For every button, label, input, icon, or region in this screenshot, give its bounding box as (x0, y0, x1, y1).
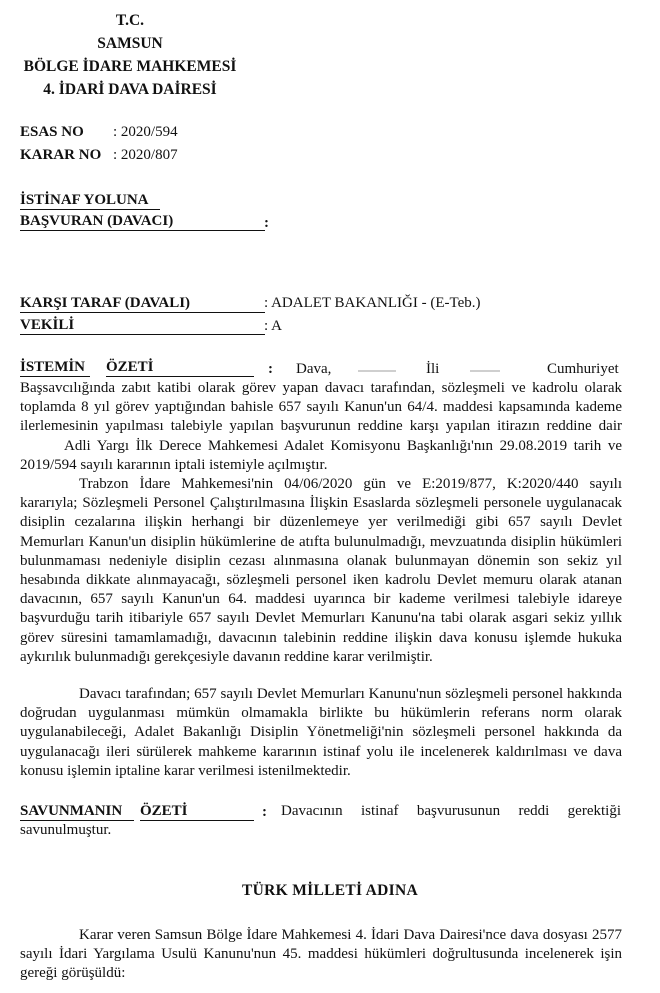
counsel-value: : A (264, 318, 282, 334)
defense-colon: : (262, 804, 267, 820)
respondent-label: KARŞI TARAF (DAVALI) (20, 295, 265, 313)
defense-label-b: ÖZETİ (140, 803, 254, 821)
appellant-label-1: İSTİNAF YOLUNA (20, 192, 160, 210)
appellant-colon: : (264, 215, 269, 231)
header-chamber: 4. İDARİ DAVA DAİRESİ (43, 81, 217, 98)
request-paragraph-3: Davacı tarafından; 657 sayılı Devlet Memurları Kanunu'nun sözleşmeli personel hakkında doğrudan uygulanması mümkün olmamakla birlikte bu hükümlerin referans norm olarak uygulanabileceği, Adalet Bakanlığı Disiplin Yönetmeliği'nin sözleşmeli personel hakkında da uygulanacağı ileri sürülerek mahkeme kararının istinaf yolu ile incelenerek kaldırılması ve dava konusu işlemin iptaline karar verilmesi istenilmektedir. (20, 686, 622, 779)
request-paragraph-2: Trabzon İdare Mahkemesi'nin 04/06/2020 gün ve E:2019/877, K:2020/440 sayılı kararıyla; Sözleşmeli Personel Çalıştırılmasına İlişkin Esaslarda sözleşmeli personele uygulanacak disiplin cezalarına ilişkin herhangi bir düzenlemeye yer verilmediği gibi 657 sayılı Devlet Memurları Kanun'un disiplin hükümlerine de atıfta bulunulmadığı, mevzuatında disiplin hükümleri bulunmaması nedeniyle disiplin cezası alınmasına olanak bulunmayan dönemin son sekiz yıl hesabında dikkate alınmayacağı, sözleşmeli personel iken kadrolu Devlet memuru olarak atanan davacının, 657 sayılı Kanun'un 64. maddesi uyarınca bir kademe verilmesi talebiyle idareye başvurduğu tarih itibariyle 657 sayılı Devlet Memurları Kanunu'na tabi olarak asgari sekiz yıllık görev süresini tamamlamadığı, davacının talebinin reddine ilişkin dava konusu işlemde hukuka aykırılık bulunmadığı gerekçesiyle davanın reddine karar verilmiştir. (20, 476, 622, 665)
appellant-label-2: BAŞVURAN (DAVACI) (20, 213, 265, 231)
karar-label: KARAR NO (20, 147, 102, 163)
request-label-a: İSTEMİN (20, 359, 90, 377)
defense-text-second: savunulmuştur. (20, 822, 112, 838)
request-p1-tail: Adli Yargı İlk Derece Mahkemesi Adalet Komisyonu Başkanlığı'nın 29.08.2019 tarih ve 2019/594 sayılı kararının iptali istemiyle açılmıştır. (20, 437, 622, 473)
header-court: BÖLGE İDARE MAHKEMESİ (23, 58, 237, 75)
header-tc: T.C. (115, 12, 145, 29)
request-colon: : (268, 361, 273, 377)
esas-value: : 2020/594 (113, 124, 178, 140)
redaction-mark (470, 370, 500, 372)
esas-label: ESAS NO (20, 124, 84, 140)
request-first-b: İli (426, 361, 440, 377)
verdict-title: TÜRK MİLLETİ ADINA (242, 882, 418, 899)
request-paragraph-1 (20, 379, 622, 475)
verdict-paragraph: Karar veren Samsun Bölge İdare Mahkemesi 4. İdari Dava Dairesi'nce dava dosyası 2577 sayılı İdari Yargılama Usulü Kanunu'nun 45. maddesi hükümleri doğrultusunda incelenerek işin gereği görüşüldü: (20, 927, 622, 982)
defense-label-a: SAVUNMANIN (20, 803, 134, 821)
request-first-c: Cumhuriyet (547, 361, 619, 377)
request-label-b: ÖZETİ (106, 359, 254, 377)
counsel-label: VEKİLİ (20, 317, 265, 335)
header-city: SAMSUN (97, 35, 163, 52)
karar-value: : 2020/807 (113, 147, 178, 163)
respondent-value: : ADALET BAKANLIĞI - (E-Teb.) (264, 295, 481, 311)
request-first-a: Dava, (296, 361, 332, 377)
request-p1-text: Başsavcılığında zabıt katibi olarak görev yapan davacı tarafından, sözleşmeli ve kadrolu olarak toplamda 8 yıl görev yaptığından bahisle 657 sayılı Kanun'un 64/4. maddesi kapsamında kademe ilerlemesinin yapılması talebiyle yapılan başvurunun reddine karşı yapılan itirazın reddine dair (20, 380, 622, 435)
redaction-mark (358, 370, 396, 372)
defense-text-first: Davacının istinaf başvurusunun reddi gerektiği (281, 803, 621, 819)
